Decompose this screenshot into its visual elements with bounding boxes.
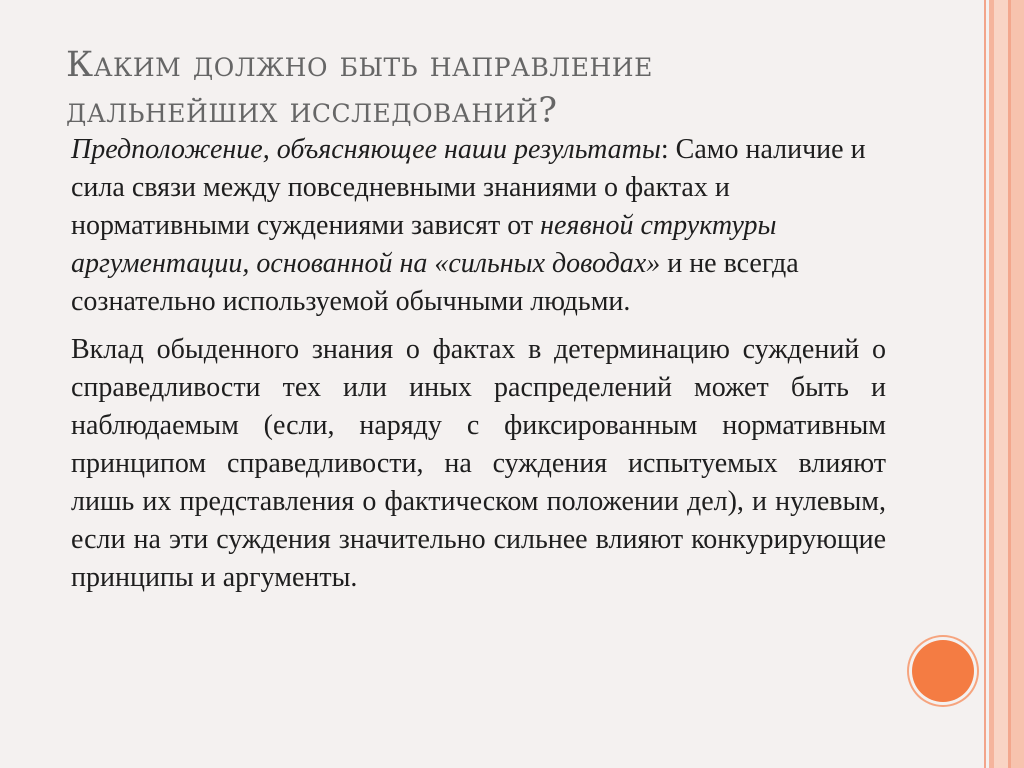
slide-title [66, 42, 946, 134]
decorative-stripe [1011, 0, 1024, 768]
slide-title-line-1: Каким должно быть направление [66, 45, 653, 85]
hypothesis-lead: Предположение, объясняющее наши результаты [71, 134, 661, 165]
decorative-stripe [994, 0, 1008, 768]
slide-title-line-2: дальнейших исследований? [66, 91, 558, 131]
hypothesis-italic-phrase: неявной структуры аргументации, основанной на «сильных доводах» [71, 210, 777, 279]
slide-body [71, 131, 886, 597]
hypothesis-colon: : [660, 134, 669, 165]
paragraph-hypothesis [71, 131, 886, 321]
hypothesis-text-1: Само наличие и сила связи между повседневными знаниями о фактах и нормативными суждениями зависят от [71, 134, 866, 241]
decorative-stripe [984, 0, 986, 768]
paragraph-contribution: Вклад обыденного знания о фактах в детерминацию суждений о справедливости тех или иных распределений может быть и наблюдаемым (если, наряду с фиксированным нормативным принципом справедливости, на суждения испытуемых влияют лишь их представления о фактическом положении дел), и нулевым, если на эти суждения значительно сильнее влияют конкурирующие принципы и аргументы. [71, 334, 886, 593]
hypothesis-text-2: и не всегда сознательно используемой обычными людьми. [71, 248, 799, 317]
accent-circle-decoration [912, 640, 974, 702]
